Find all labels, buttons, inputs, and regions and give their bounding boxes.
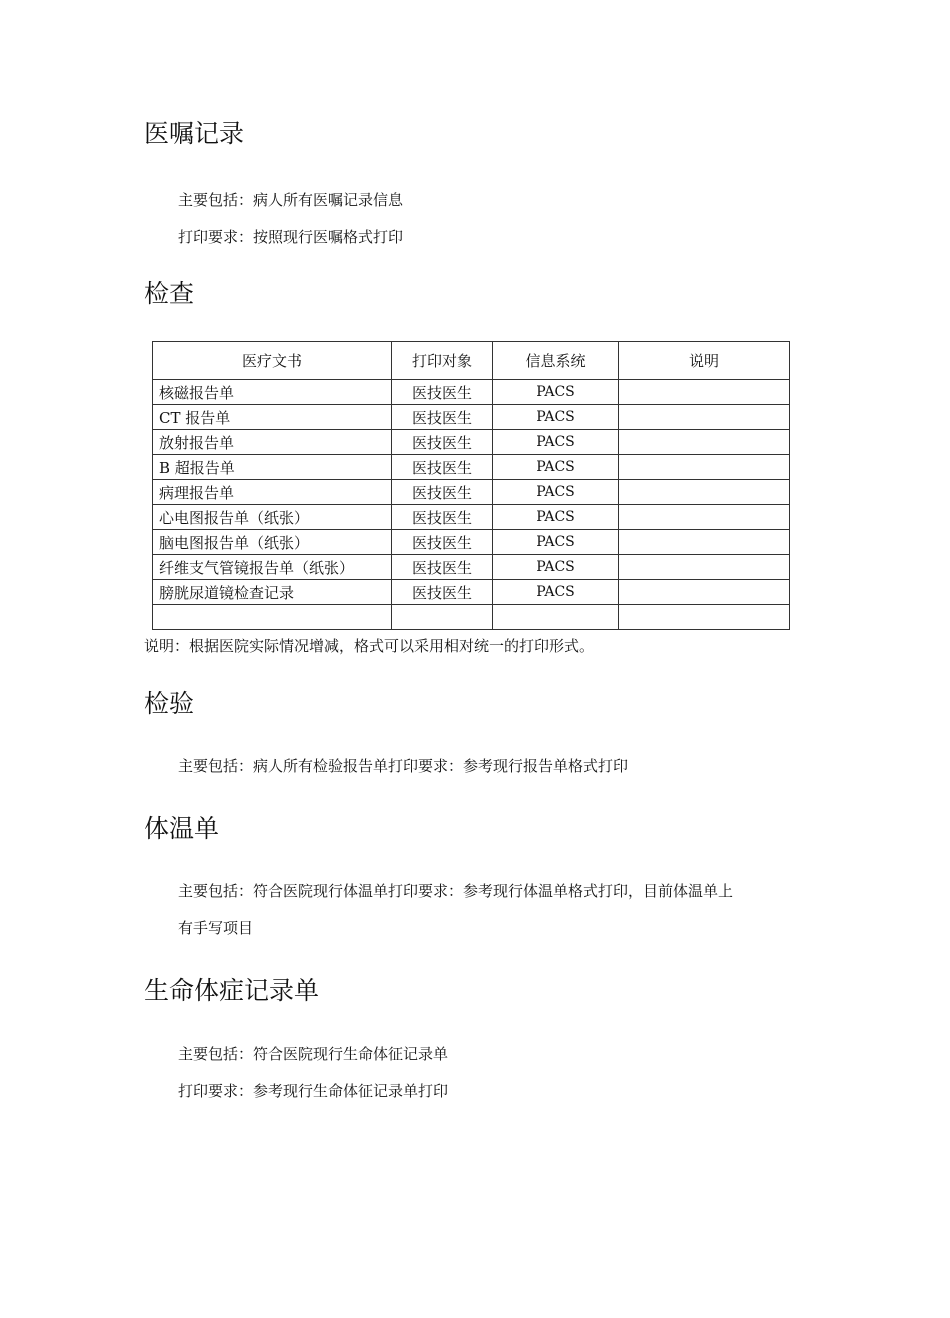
system-cell: PACS [493, 430, 619, 455]
column-header: 打印对象 [392, 342, 493, 380]
note-cell [619, 480, 790, 505]
vitals-includes: 主要包括：符合医院现行生命体征记录单 [178, 1045, 449, 1063]
table-row [153, 430, 790, 455]
note-cell [619, 530, 790, 555]
lab-includes: 主要包括：病人所有检验报告单打印要求：参考现行报告单格式打印 [178, 757, 629, 775]
table-row [153, 405, 790, 430]
document-cell: 放射报告单 [153, 430, 392, 455]
table-row-empty [153, 605, 790, 630]
column-header: 医疗文书 [153, 342, 392, 380]
system-cell: PACS [493, 380, 619, 405]
table-row [153, 530, 790, 555]
table-row [153, 380, 790, 405]
document-cell: CT 报告单 [153, 405, 392, 430]
note-cell [619, 455, 790, 480]
document-cell: B 超报告单 [153, 455, 392, 480]
document-cell: 病理报告单 [153, 480, 392, 505]
print-target-cell: 医技医生 [392, 480, 493, 505]
system-cell: PACS [493, 405, 619, 430]
note-cell [619, 555, 790, 580]
print-target-cell: 医技医生 [392, 555, 493, 580]
section-title-exam: 检查 [144, 279, 195, 308]
table-row [153, 505, 790, 530]
system-cell: PACS [493, 480, 619, 505]
note-cell [619, 380, 790, 405]
system-cell: PACS [493, 530, 619, 555]
orders-includes: 主要包括：病人所有医嘱记录信息 [178, 191, 404, 209]
temperature-includes-cont: 有手写项目 [178, 919, 254, 937]
exam-documents-table [152, 341, 790, 630]
system-cell [493, 605, 619, 630]
print-target-cell: 医技医生 [392, 380, 493, 405]
note-cell [619, 605, 790, 630]
note-cell [619, 505, 790, 530]
column-header: 信息系统 [493, 342, 619, 380]
document-cell: 膀胱尿道镜检查记录 [153, 580, 392, 605]
document-cell [153, 605, 392, 630]
system-cell: PACS [493, 455, 619, 480]
system-cell: PACS [493, 555, 619, 580]
orders-print-requirement: 打印要求：按照现行医嘱格式打印 [178, 228, 404, 246]
vitals-print-requirement: 打印要求：参考现行生命体征记录单打印 [178, 1082, 449, 1100]
print-target-cell: 医技医生 [392, 405, 493, 430]
table-row [153, 480, 790, 505]
exam-note: 说明：根据医院实际情况增减，格式可以采用相对统一的打印形式。 [144, 637, 595, 655]
table-row [153, 455, 790, 480]
document-cell: 核磁报告单 [153, 380, 392, 405]
section-title-temperature: 体温单 [144, 814, 220, 843]
table-row [153, 580, 790, 605]
print-target-cell: 医技医生 [392, 530, 493, 555]
print-target-cell: 医技医生 [392, 505, 493, 530]
column-header: 说明 [619, 342, 790, 380]
document-cell: 纤维支气管镜报告单（纸张） [153, 555, 392, 580]
table-row [153, 555, 790, 580]
print-target-cell: 医技医生 [392, 430, 493, 455]
print-target-cell [392, 605, 493, 630]
print-target-cell: 医技医生 [392, 455, 493, 480]
note-cell [619, 430, 790, 455]
document-cell: 心电图报告单（纸张） [153, 505, 392, 530]
table-header-row [153, 342, 790, 380]
document-cell: 脑电图报告单（纸张） [153, 530, 392, 555]
note-cell [619, 405, 790, 430]
section-title-vitals: 生命体症记录单 [144, 976, 320, 1005]
temperature-includes: 主要包括：符合医院现行体温单打印要求：参考现行体温单格式打印，目前体温单上 [178, 882, 734, 900]
section-title-lab: 检验 [144, 689, 195, 718]
system-cell: PACS [493, 505, 619, 530]
system-cell: PACS [493, 580, 619, 605]
print-target-cell: 医技医生 [392, 580, 493, 605]
section-title-orders: 医嘱记录 [144, 119, 245, 148]
note-cell [619, 580, 790, 605]
